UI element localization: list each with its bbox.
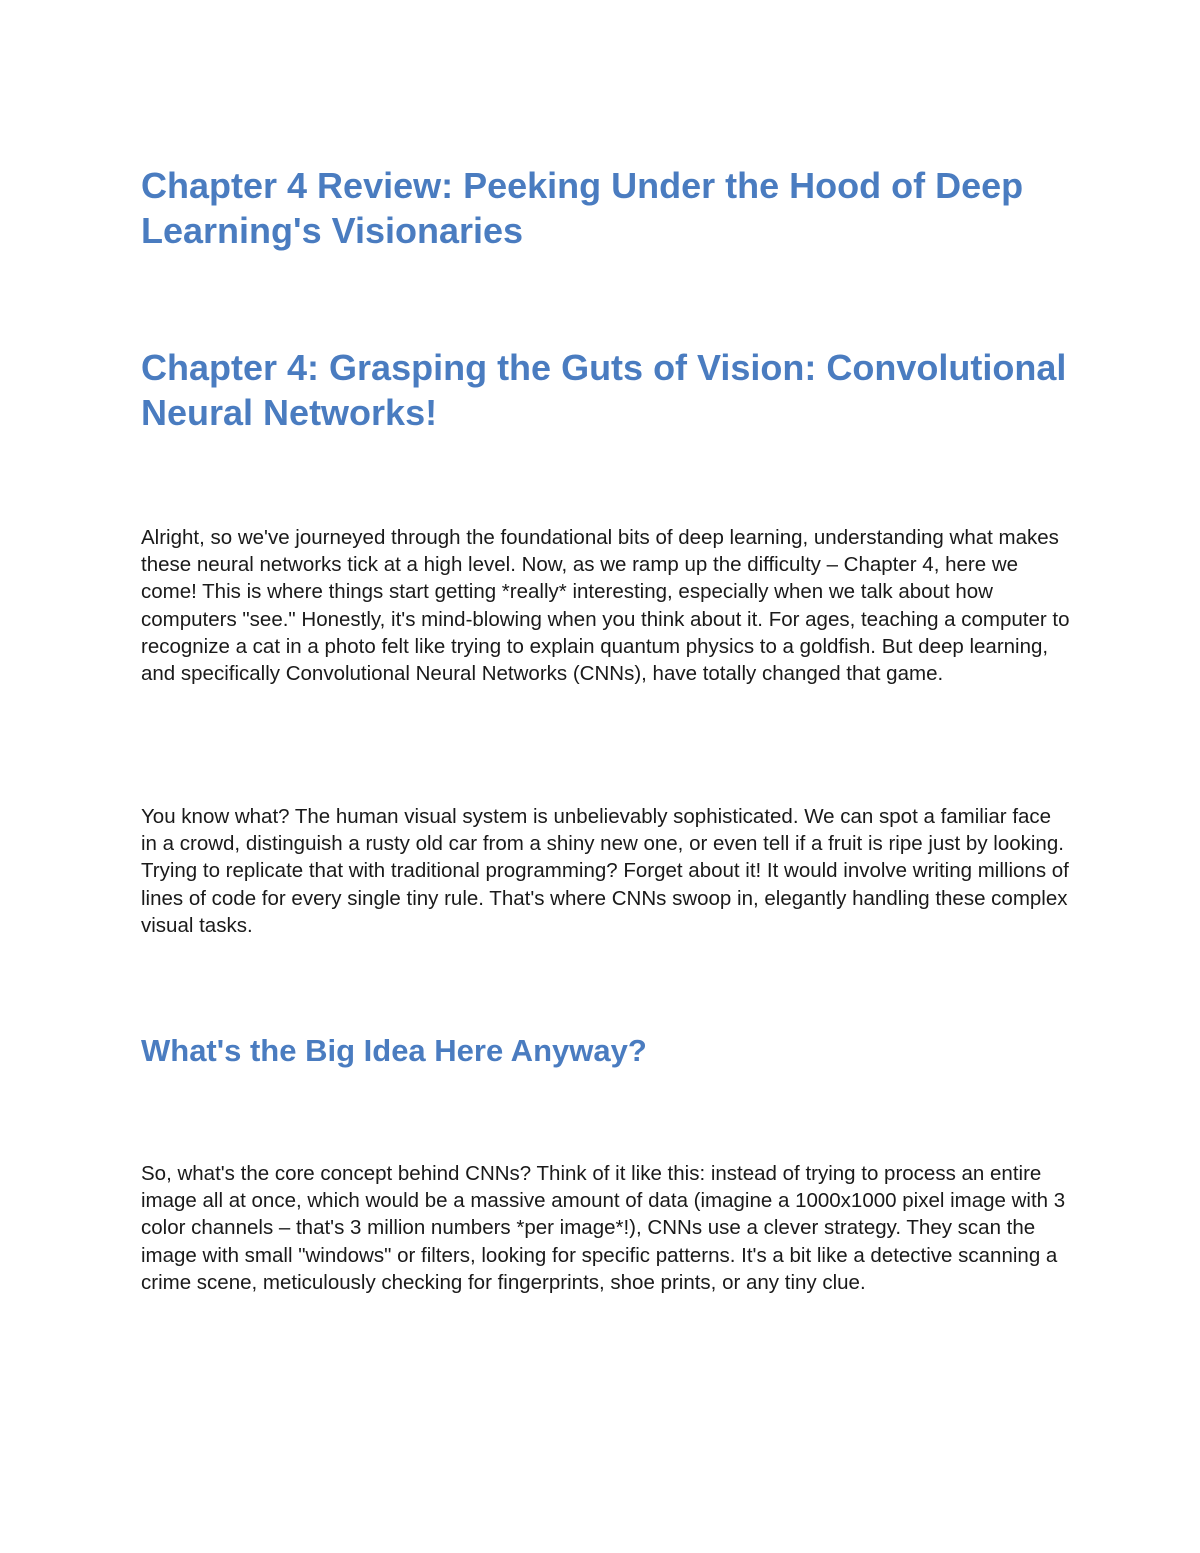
paragraph-intro: Alright, so we've journeyed through the foundational bits of deep learning, understanding what makes these neural networks tick at a high level. Now, as we ramp up the difficulty – Chapter 4, here we come! This is where things start getting *really* interesting, especially when we talk about how computers "see." Honestly, it's mind-blowing when you think about it. For ages, teaching a computer to recognize a cat in a photo felt like trying to explain quantum physics to a goldfish. But deep learning, and specifically Convolutional Neural Networks (CNNs), have totally changed that game. — [141, 526, 1070, 686]
document-title: Chapter 4 Review: Peeking Under the Hood of Deep Learning's Visionaries — [141, 165, 1024, 251]
paragraph-core-concept: So, what's the core concept behind CNNs? Think of it like this: instead of trying to process an entire image all at once, which would be a massive amount of data (imagine a 1000x1000 pixel image with 3 color channels – that's 3 million numbers *per image*!), CNNs use a clever strategy. They scan the image with small "windows" or filters, looking for specific patterns. It's a bit like a detective scanning a crime scene, meticulously checking for fingerprints, shoe prints, or any tiny clue. — [141, 1162, 1066, 1294]
paragraph-visual-system: You know what? The human visual system is unbelievably sophisticated. We can spot a familiar face in a crowd, distinguish a rusty old car from a shiny new one, or even tell if a fruit is ripe just by looking. Trying to replicate that with traditional programming? Forget about it! It would involve writing millions of lines of code for every single tiny rule. That's where CNNs swoop in, elegantly handling these complex visual tasks. — [141, 805, 1069, 937]
chapter-heading: Chapter 4: Grasping the Guts of Vision: Convolutional Neural Networks! — [141, 347, 1067, 433]
section-heading: What's the Big Idea Here Anyway? — [141, 1033, 647, 1068]
